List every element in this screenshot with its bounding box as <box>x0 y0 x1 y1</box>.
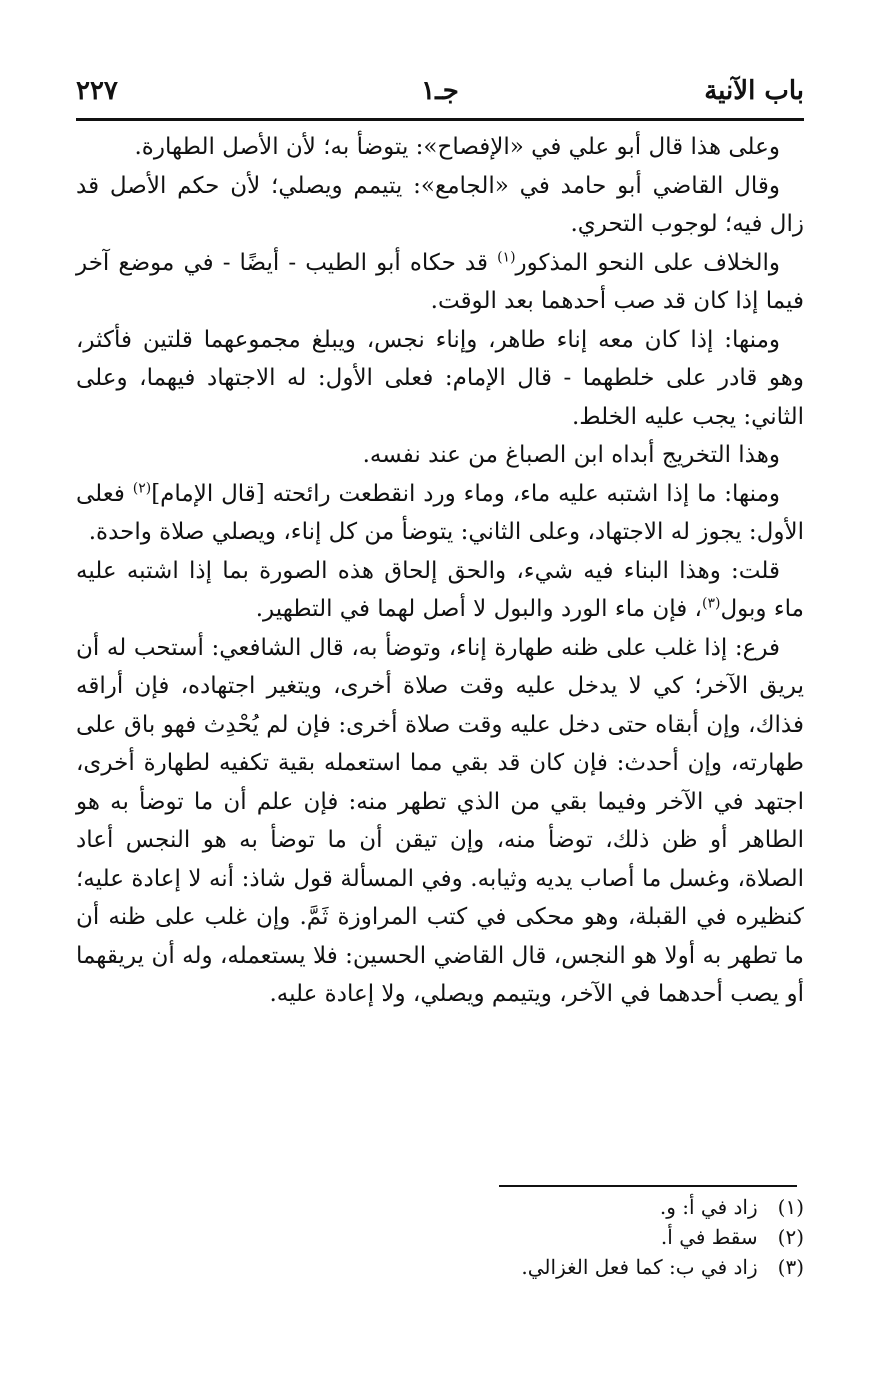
header-divider <box>76 118 804 121</box>
footnote-ref: (٣) <box>701 595 721 612</box>
paragraph: فرع: إذا غلب على ظنه طهارة إناء، وتوضأ به، قال الشافعي: أستحب له أن يريق الآخر؛ كي لا يدخل عليه وقت صلاة أخرى، ويتغير اجتهاده، فإن أراقه فذاك، وإن أبقاه حتى دخل عليه وقت صلاة أخرى: فإن لم يُحْدِث فهو باق على طهارته، وإن أحدث: فإن كان قد بقي مما استعمله بقية تكفيه لطهارة أخرى، اجتهد في الآخر وفيما بقي من الذي تطهر منه: فإن علم أن ما توضأ به هو الطاهر أو ظن ذلك، توضأ منه، وإن تيقن أن ما توضأ به هو النجس أعاد الصلاة، وغسل ما أصاب يديه وثيابه. وفي المسألة قول شاذ: أنه لا إعادة عليه؛ كنظيره في القبلة، وهو محكى في كتب المراوزة ثَمَّ. وإن غلب على ظنه أن ما تطهر به أولا هو النجس، قال القاضي الحسين: فلا يستعمله، وله أن يريقهما أو يصب أحدهما في الآخر، ويتيمم ويصلي، ولا إعادة عليه. <box>76 634 804 1007</box>
paragraph-text: قلت: وهذا البناء فيه شيء، والحق إلحاق هذه الصورة بما إذا اشتبه عليه ماء وبول <box>76 557 804 622</box>
footnote <box>76 1252 804 1282</box>
footnote-ref: (٢) <box>132 479 152 496</box>
footnote-number: (٢) <box>777 1225 804 1249</box>
footnote <box>76 1222 804 1252</box>
footnote-text: سقط في أ. <box>660 1225 758 1249</box>
paragraph: ومنها: إذا كان معه إناء طاهر، وإناء نجس، ويبلغ مجموعهما قلتين فأكثر، وهو قادر على خلطهما - قال الإمام: فعلى الأول: له الاجتهاد فيهما، وعلى الثاني: يجب عليه الخلط. <box>76 326 804 430</box>
footnote-ref: (١) <box>497 248 516 265</box>
paragraph: وعلى هذا قال أبو علي في «الإفصاح»: يتوضأ به؛ لأن الأصل الطهارة. <box>134 134 780 160</box>
footnotes <box>76 1192 804 1282</box>
paragraph-text: فعلى الأول: يجوز له الاجتهاد، وعلى الثاني: يتوضأ من كل إناء، ويصلي صلاة واحدة. <box>76 480 804 545</box>
paragraph-text: قد حكاه أبو الطيب - أيضًا - في موضع آخر فيما إذا كان قد صب أحدهما بعد الوقت. <box>76 249 804 314</box>
paragraph: وقال القاضي أبو حامد في «الجامع»: يتيمم ويصلي؛ لأن حكم الأصل قد زال فيه؛ لوجوب التحري. <box>76 172 804 237</box>
footnote-text: زاد في أ: و. <box>659 1195 758 1219</box>
footnote-text: زاد في ب: كما فعل الغزالي. <box>521 1255 758 1279</box>
paragraph <box>76 475 804 552</box>
paragraph-text: ومنها: ما إذا اشتبه عليه ماء، وماء ورد انقطعت رائحته [قال الإمام] <box>151 480 780 507</box>
footnote-number: (١) <box>777 1195 804 1219</box>
footnote <box>76 1192 804 1222</box>
page-header <box>76 72 804 112</box>
paragraph-text: والخلاف على النحو المذكور <box>515 249 780 276</box>
paragraph <box>76 552 804 629</box>
footnote-divider <box>499 1185 797 1187</box>
main-text <box>76 128 804 1014</box>
chapter-title: باب الآنية <box>704 76 804 106</box>
page-number: ٢٢٧ <box>76 76 118 106</box>
paragraph-text: ، فإن ماء الورد والبول لا أصل لهما في التطهير. <box>255 596 702 622</box>
paragraph: وهذا التخريج أبداه ابن الصباغ من عند نفسه. <box>362 442 780 468</box>
paragraph <box>76 244 804 321</box>
volume-label: جـ١ <box>421 76 459 106</box>
footnote-number: (٣) <box>777 1255 804 1279</box>
